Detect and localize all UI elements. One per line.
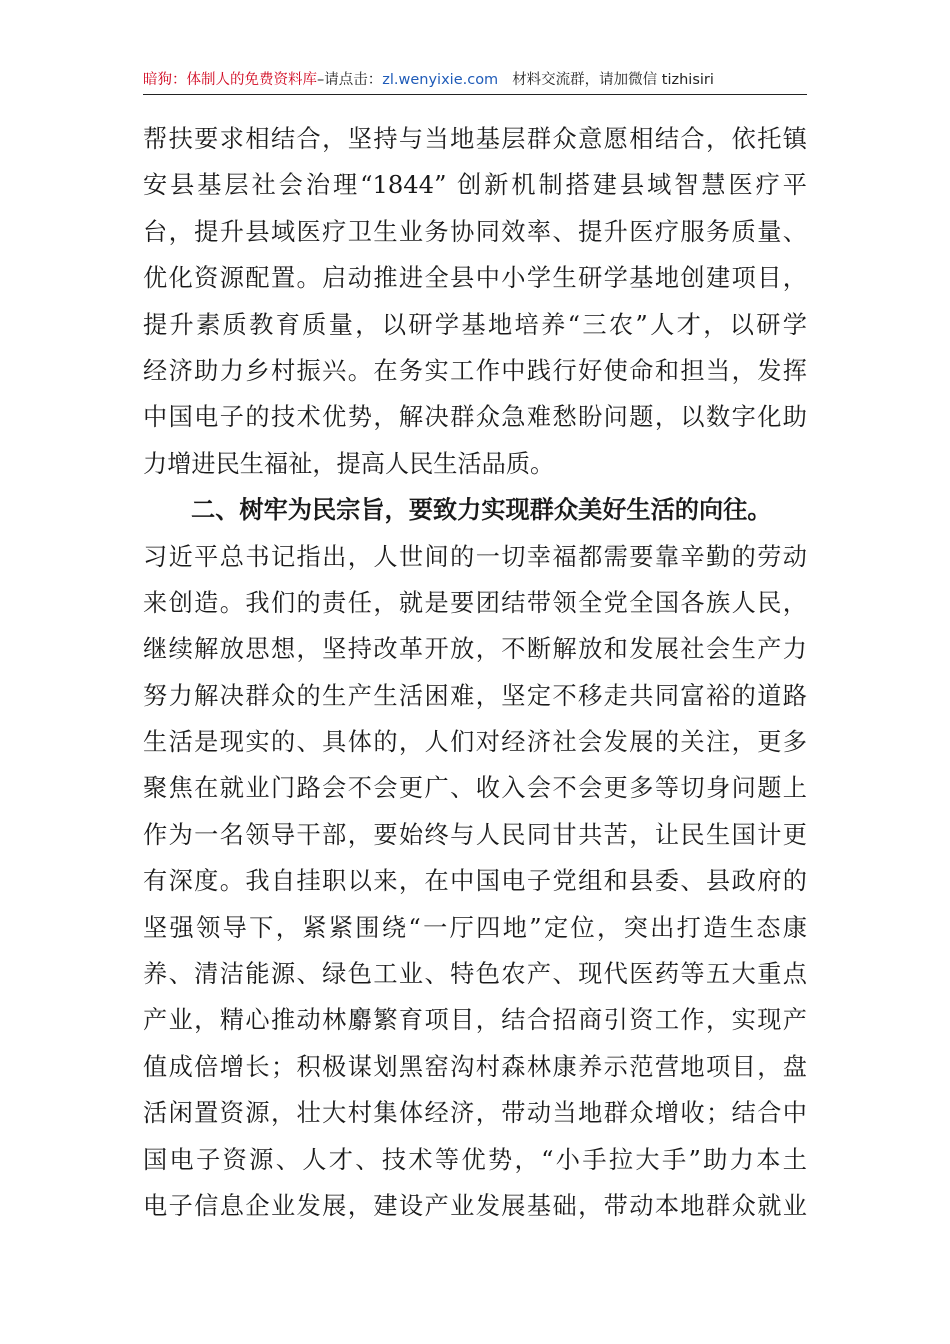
- text-line: 经济助力乡村振兴。在务实工作中践行好使命和担当，发挥: [143, 356, 807, 385]
- text-line: 来创造。我们的责任，就是要团结带领全党全国各族人民，: [143, 588, 807, 617]
- text-line: 坚强领导下，紧紧围绕“一厅四地”定位，突出打造生态康: [143, 913, 807, 942]
- text-line: 聚焦在就业门路会不会更广、收入会不会更多等切身问题上: [143, 774, 807, 803]
- page-header: [143, 68, 807, 95]
- text-line: 继续解放思想，坚持改革开放，不断解放和发展社会生产力: [143, 635, 807, 664]
- text-line: 有深度。我自挂职以来，在中国电子党组和县委、县政府的: [143, 867, 807, 896]
- document-body: [143, 116, 807, 1229]
- text-line: 优化资源配置。启动推进全县中小学生研学基地创建项目，: [143, 264, 807, 293]
- section-heading: 二、树牢为民宗旨，要致力实现群众美好生活的向往。: [191, 495, 772, 525]
- text-line: 作为一名领导干部，要始终与人民同甘共苦，让民生国计更: [143, 820, 807, 849]
- text-line: 值成倍增长；积极谋划黑窑沟村森林康养示范营地项目，盘: [143, 1052, 807, 1081]
- text-line: 养、清洁能源、绿色工业、特色农产、现代医药等五大重点: [143, 960, 807, 989]
- text-line: 活闲置资源，壮大村集体经济，带动当地群众增收；结合中: [143, 1099, 807, 1128]
- text-line: 国电子资源、人才、技术等优势，“小手拉大手”助力本土: [143, 1145, 807, 1174]
- text-line: 产业，精心推动林麝繁育项目，结合招商引资工作，实现产: [143, 1006, 807, 1035]
- text-line: 生活是现实的、具体的，人们对经济社会发展的关注，更多: [143, 728, 807, 757]
- text-line: 努力解决群众的生产生活困难，坚定不移走共同富裕的道路: [143, 681, 807, 710]
- text-line: 台，提升县域医疗卫生业务协同效率、提升医疗服务质量、: [143, 217, 807, 246]
- header-prompt: –请点击：: [317, 72, 383, 88]
- text-line: 帮扶要求相结合，坚持与当地基层群众意愿相结合，依托镇: [143, 125, 807, 153]
- text-line: 提升素质教育质量，以研学基地培养“三农”人才，以研学: [143, 310, 807, 339]
- text-line: 习近平总书记指出，人世间的一切幸福都需要靠辛勤的劳动: [143, 542, 807, 571]
- header-brand: 暗狗：体制人的免费资料库: [143, 72, 317, 88]
- header-url-link[interactable]: zl.wenyixie.com: [382, 72, 499, 88]
- header-contact: 材料交流群，请加微信 tizhisiri: [512, 72, 714, 88]
- text-line: 安县基层社会治理“1844” 创新机制搭建县域智慧医疗平: [143, 171, 807, 200]
- text-line: 中国电子的技术优势，解决群众急难愁盼问题，以数字化助: [143, 403, 807, 432]
- text-line: 力增进民生福祉，提高人民生活品质。: [143, 449, 555, 478]
- text-line: 电子信息企业发展，建设产业发展基础，带动本地群众就业: [143, 1191, 807, 1220]
